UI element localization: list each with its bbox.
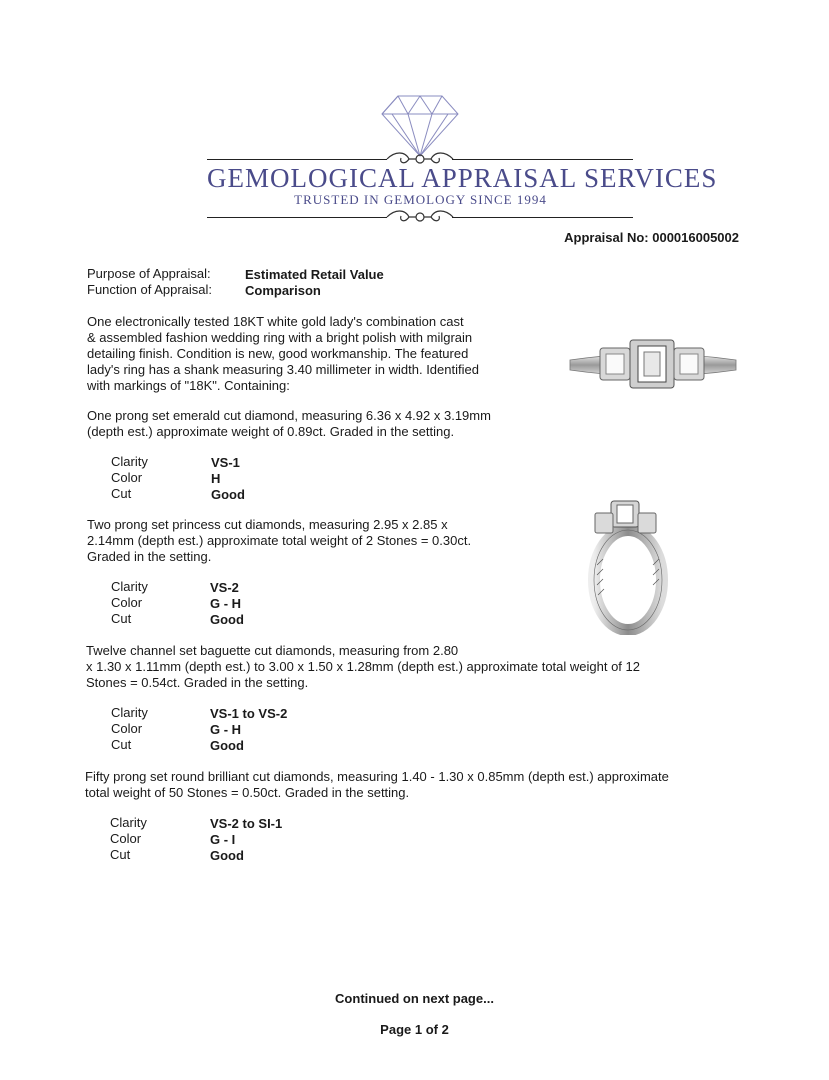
company-name: GEMOLOGICAL APPRAISAL SERVICES xyxy=(207,163,718,193)
cut-value: Good xyxy=(210,848,244,863)
stone-line: 2.14mm (depth est.) approximate total weight of 2 Stones = 0.30ct. xyxy=(87,533,472,548)
stone-line: Two prong set princess cut diamonds, measuring 2.95 x 2.85 x xyxy=(87,517,448,532)
cut-label: Cut xyxy=(111,737,132,752)
description-line: detailing finish. Condition is new, good workmanship. The featured xyxy=(87,346,469,361)
ring-side-view-photo xyxy=(583,495,668,635)
color-value: G - I xyxy=(210,832,236,847)
clarity-value: VS-2 xyxy=(210,580,239,595)
description-line: lady's ring has a shank measuring 3.40 millimeter in width. Identified xyxy=(87,362,479,377)
page-number: Page 1 of 2 xyxy=(380,1022,449,1037)
continued-note: Continued on next page... xyxy=(335,991,494,1006)
stone-description xyxy=(87,408,491,440)
cut-label: Cut xyxy=(111,486,132,501)
header-rule-bottom-right xyxy=(452,217,633,218)
stone-line: Fifty prong set round brilliant cut diamonds, measuring 1.40 - 1.30 x 0.85mm (depth est.) approximate xyxy=(85,769,669,784)
stone-line: x 1.30 x 1.11mm (depth est.) to 3.00 x 1.50 x 1.28mm (depth est.) approximate total weight of 12 xyxy=(86,659,640,674)
stone-description xyxy=(87,517,471,565)
clarity-label: Clarity xyxy=(111,454,148,469)
color-label: Color xyxy=(110,831,142,846)
cut-label: Cut xyxy=(111,611,132,626)
purpose-label: Purpose of Appraisal: xyxy=(87,266,211,281)
stone-description xyxy=(86,643,640,691)
company-tagline: TRUSTED IN GEMOLOGY SINCE 1994 xyxy=(294,192,547,207)
cut-value: Good xyxy=(210,612,244,627)
color-label: Color xyxy=(111,595,143,610)
appraisal-number: Appraisal No: 000016005002 xyxy=(564,230,739,245)
color-value: G - H xyxy=(210,722,242,737)
clarity-label: Clarity xyxy=(110,815,147,830)
cut-value: Good xyxy=(210,738,244,753)
purpose-value: Estimated Retail Value xyxy=(245,267,384,282)
color-value: G - H xyxy=(210,596,242,611)
header-rule-bottom-left xyxy=(207,217,387,218)
stone-line: One prong set emerald cut diamond, measuring 6.36 x 4.92 x 3.19mm xyxy=(87,408,491,423)
stone-line: total weight of 50 Stones = 0.50ct. Graded in the setting. xyxy=(85,785,410,800)
stone-description xyxy=(85,769,669,801)
function-label: Function of Appraisal: xyxy=(87,282,213,297)
stone-line: Twelve channel set baguette cut diamonds, measuring from 2.80 xyxy=(86,643,459,658)
color-label: Color xyxy=(111,470,143,485)
color-value: H xyxy=(211,471,221,486)
ring-description xyxy=(87,314,479,394)
ornament-scroll-icon xyxy=(385,207,455,227)
clarity-value: VS-1 xyxy=(211,455,240,470)
color-label: Color xyxy=(111,721,143,736)
stone-line: (depth est.) approximate weight of 0.89ct. Graded in the setting. xyxy=(87,424,455,439)
description-line: with markings of "18K". Containing: xyxy=(87,378,290,393)
header-rule-top-left xyxy=(207,159,387,160)
cut-label: Cut xyxy=(110,847,131,862)
stone-line: Graded in the setting. xyxy=(87,549,212,564)
header-rule-top-right xyxy=(452,159,633,160)
cut-value: Good xyxy=(211,487,245,502)
description-line: & assembled fashion wedding ring with a bright polish with milgrain xyxy=(87,330,473,345)
clarity-label: Clarity xyxy=(111,579,148,594)
description-line: One electronically tested 18KT white gold lady's combination cast xyxy=(87,314,464,329)
ring-top-view-photo xyxy=(568,330,738,400)
function-value: Comparison xyxy=(245,283,321,298)
clarity-value: VS-1 to VS-2 xyxy=(210,706,288,721)
stone-line: Stones = 0.54ct. Graded in the setting. xyxy=(86,675,309,690)
clarity-value: VS-2 to SI-1 xyxy=(210,816,283,831)
clarity-label: Clarity xyxy=(111,705,148,720)
